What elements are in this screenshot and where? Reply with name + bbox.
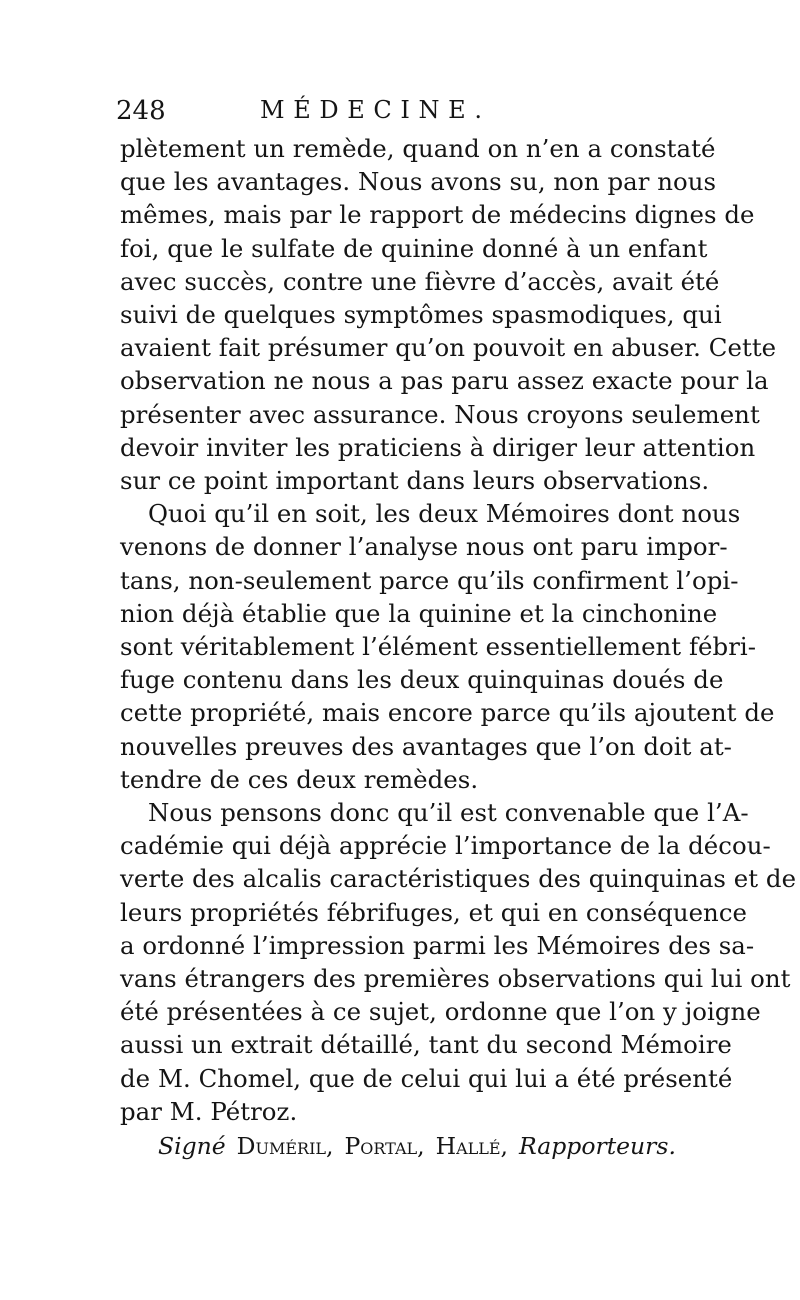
text-line: mêmes, mais par le rapport de médecins dignes de xyxy=(120,200,755,230)
text-line: cadémie qui déjà apprécie l’importance de la décou- xyxy=(120,831,771,861)
paragraph-3 xyxy=(120,796,797,1128)
text-line: Quoi qu’il en soit, les deux Mémoires dont nous xyxy=(148,499,741,529)
text-line: sont véritablement l’élément essentiellement fébri- xyxy=(120,632,757,662)
text-line: que les avantages. Nous avons su, non par nous xyxy=(120,167,717,197)
text-line: suivi de quelques symptômes spasmodiques, qui xyxy=(120,300,722,330)
text-line: présenter avec assurance. Nous croyons seulement xyxy=(120,399,760,429)
text-line: de M. Chomel, que de celui qui lui a été présenté xyxy=(120,1063,733,1093)
text-line: tendre de ces deux remèdes. xyxy=(120,764,479,794)
text-line: verte des alcalis caractéristiques des quinquinas et de xyxy=(120,864,797,894)
signature-line xyxy=(120,1130,676,1163)
text-line: tans, non-seulement parce qu’ils confirment l’opi- xyxy=(120,565,739,595)
running-title: MÉDECINE. xyxy=(260,96,491,124)
text-line: aussi un extrait détaillé, tant du second Mémoire xyxy=(120,1030,732,1060)
text-line: Nous pensons donc qu’il est convenable que l’A- xyxy=(148,798,749,828)
page-header xyxy=(116,96,686,132)
paragraph-1 xyxy=(120,132,777,497)
body-text xyxy=(120,132,797,1128)
text-line: avec succès, contre une fièvre d’accès, avait été xyxy=(120,266,720,296)
text-line: avaient fait présumer qu’on pouvoit en abuser. Cette xyxy=(120,333,777,363)
text-line: nouvelles preuves des avantages que l’on doit at- xyxy=(120,731,732,761)
text-line: vans étrangers des premières observations qui lui ont xyxy=(120,964,791,994)
book-page xyxy=(116,96,797,1163)
signatory-dumeril: Duméril, xyxy=(236,1132,334,1161)
text-line: été présentées à ce sujet, ordonne que l’on y joigne xyxy=(120,997,761,1027)
rapporteurs-label: Rapporteurs. xyxy=(518,1132,676,1161)
text-line: sur ce point important dans leurs observations. xyxy=(120,466,710,496)
paragraph-2 xyxy=(120,497,775,796)
page-number: 248 xyxy=(116,96,166,126)
signed-label: Signé xyxy=(158,1132,226,1161)
text-line: nion déjà établie que la quinine et la cinchonine xyxy=(120,598,718,628)
text-line: leurs propriétés fébrifuges, et qui en conséquence xyxy=(120,897,748,927)
signatory-portal: Portal, xyxy=(344,1132,425,1161)
text-line: cette propriété, mais encore parce qu’ils ajoutent de xyxy=(120,698,775,728)
signatory-halle: Hallé, xyxy=(435,1132,509,1161)
text-line: a ordonné l’impression parmi les Mémoires des sa- xyxy=(120,930,755,960)
text-line: par M. Pétroz. xyxy=(120,1096,298,1126)
text-line: observation ne nous a pas paru assez exacte pour la xyxy=(120,366,769,396)
text-line: devoir inviter les praticiens à diriger leur attention xyxy=(120,432,756,462)
text-line: fuge contenu dans les deux quinquinas doués de xyxy=(120,665,724,695)
text-line: foi, que le sulfate de quinine donné à un enfant xyxy=(120,233,708,263)
text-line: plètement un remède, quand on n’en a constaté xyxy=(120,134,716,163)
text-line: venons de donner l’analyse nous ont paru impor- xyxy=(120,532,728,562)
